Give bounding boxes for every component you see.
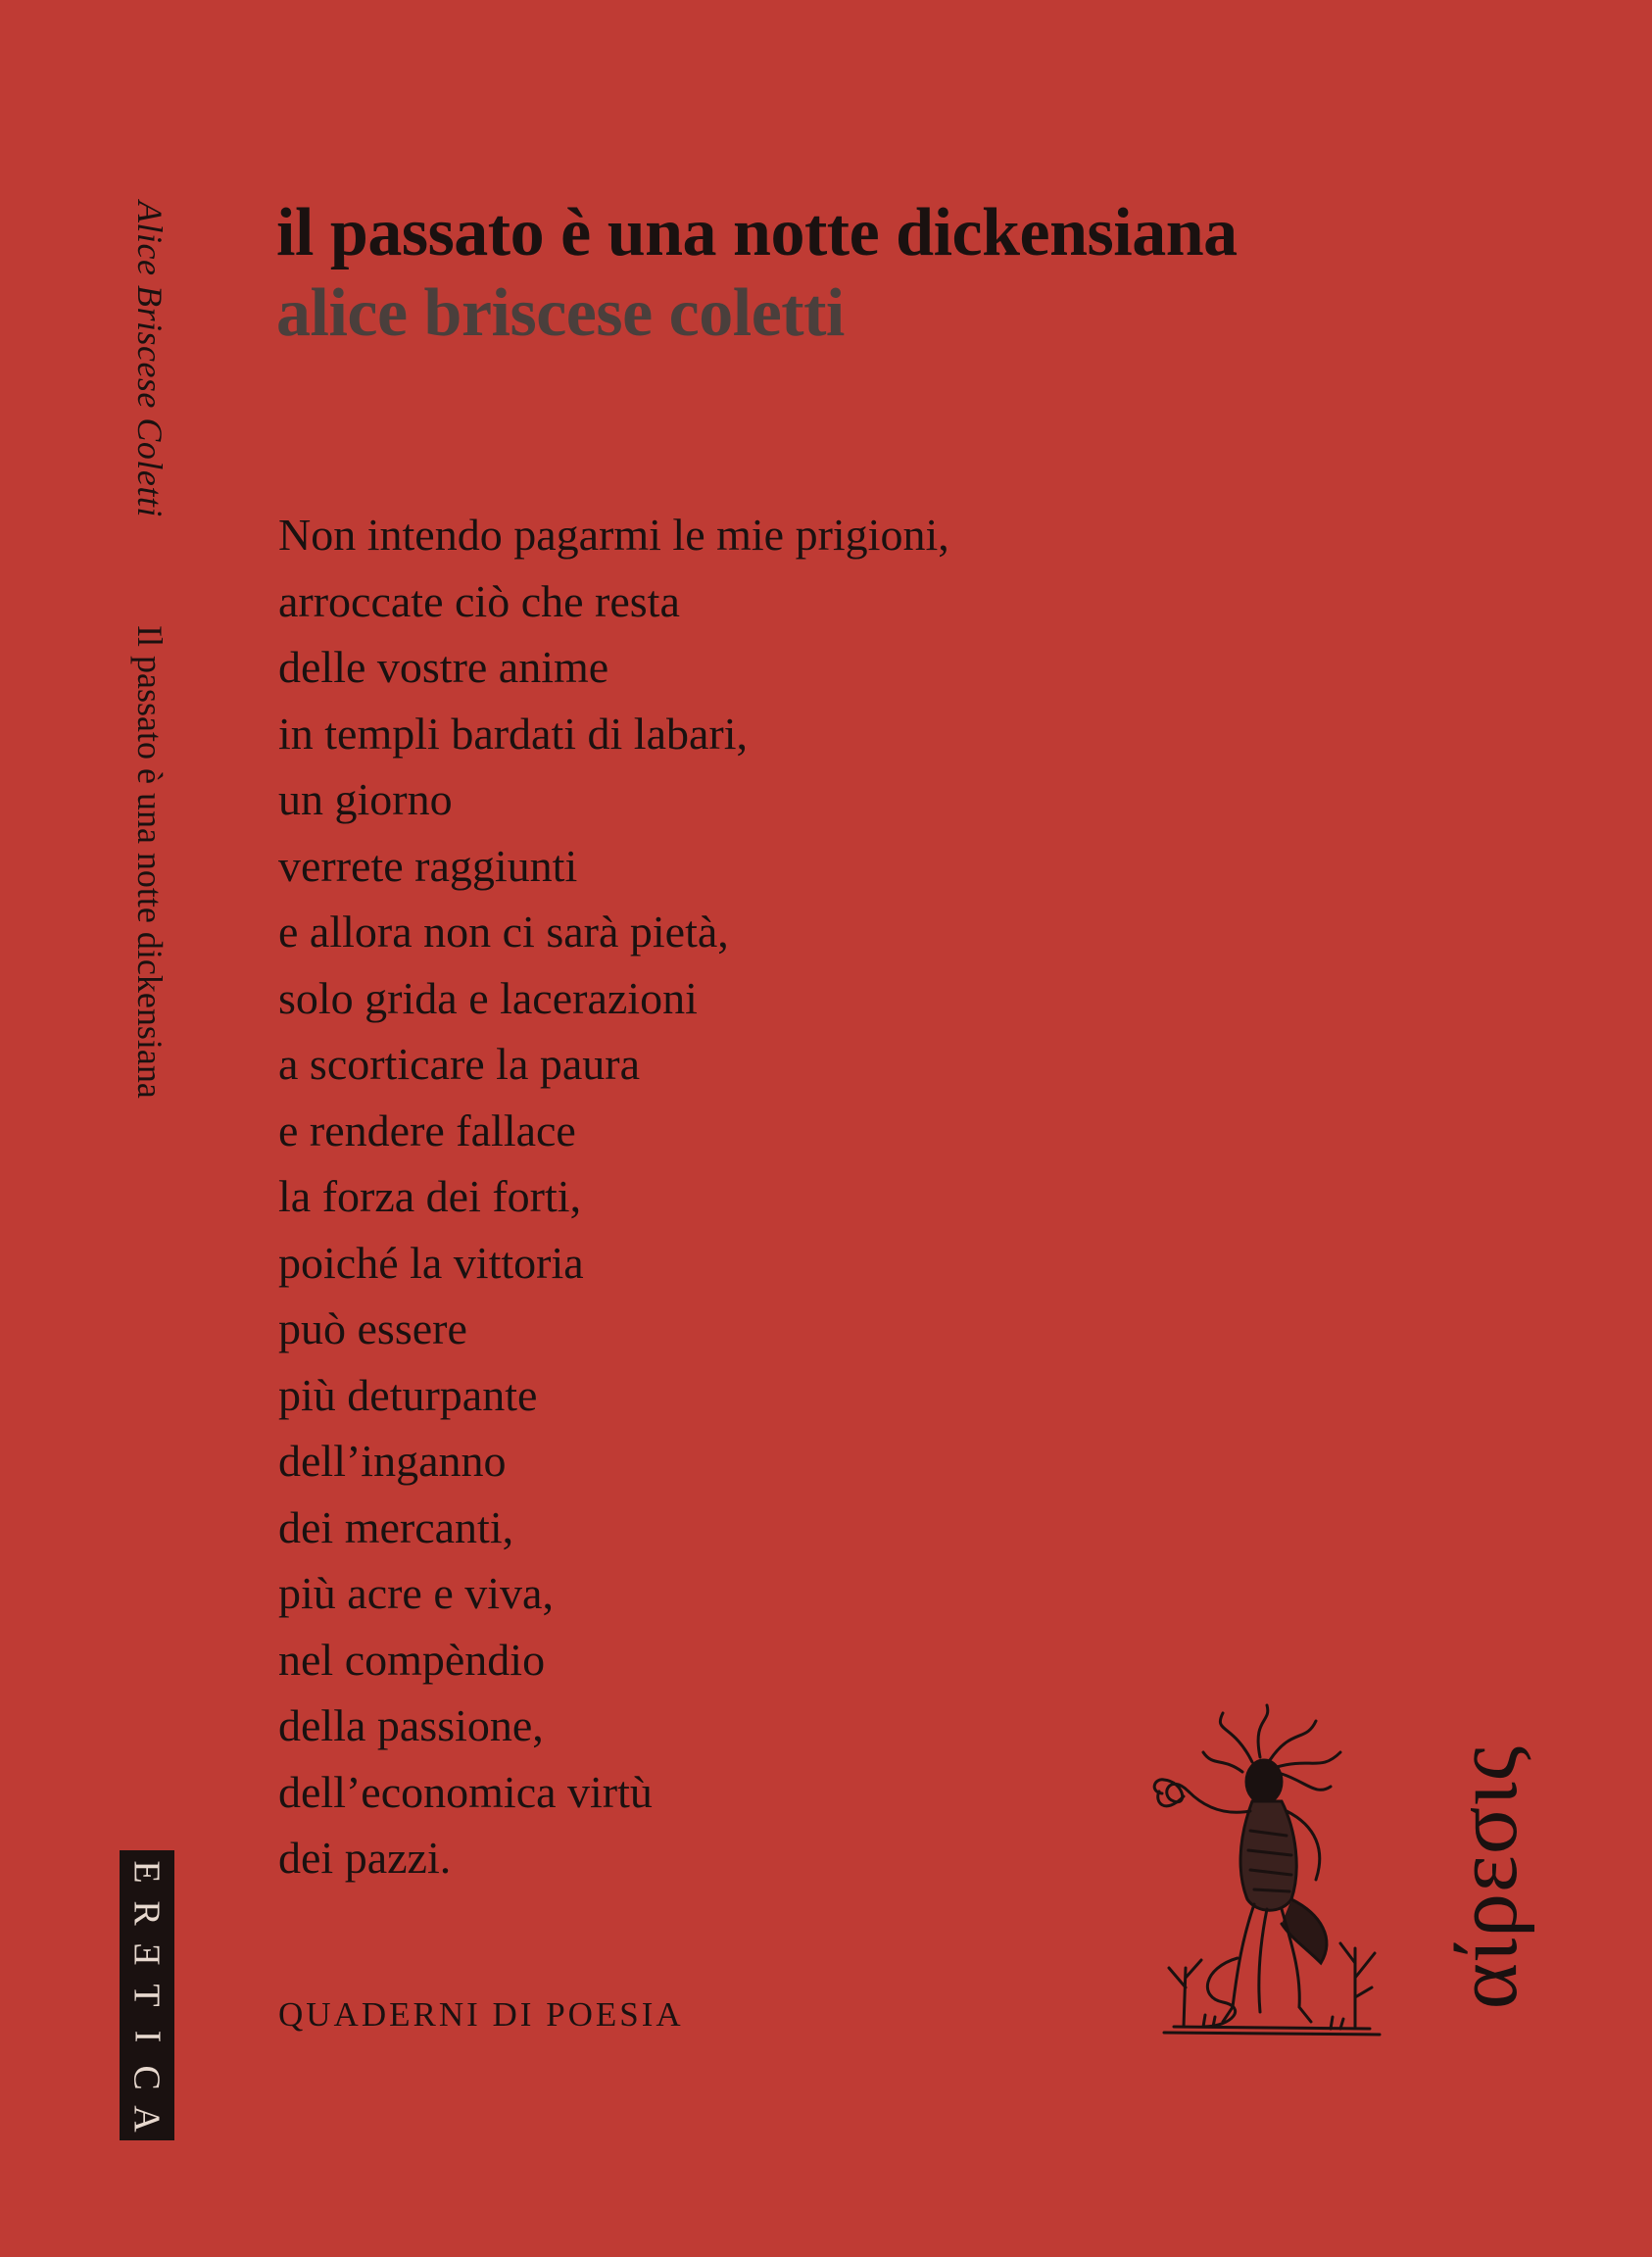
- poem-line: più deturpante: [278, 1369, 538, 1420]
- poem-line: dei pazzi.: [278, 1833, 452, 1883]
- poem-line: dell’inganno: [278, 1436, 507, 1486]
- spine-logo-letter: Ǝ: [126, 1942, 168, 1966]
- spine-logo-letter: I: [126, 2030, 168, 2043]
- poem-line: dell’economica virtù: [278, 1766, 653, 1817]
- poem-line: a scorticare la paura: [278, 1039, 641, 1089]
- poem-line: delle vostre anime: [278, 642, 609, 692]
- spine-publisher-logo: [120, 1850, 174, 2140]
- poem-line: della passione,: [278, 1700, 544, 1750]
- poem-line: nel compèndio: [278, 1634, 546, 1685]
- poem-line: arroccate ciò che resta: [278, 575, 680, 626]
- book-title: il passato è una notte dickensiana: [276, 195, 1238, 270]
- poem-line: solo grida e lacerazioni: [278, 972, 698, 1023]
- spine-logo-letter: R: [125, 1900, 168, 1926]
- spine-logo-letter: A: [125, 2105, 168, 2133]
- series-name: QUADERNI DI POESIA: [278, 1995, 684, 2034]
- poem-line: poiché la vittoria: [278, 1237, 584, 1288]
- spine-logo-letter: T: [126, 1984, 168, 2007]
- poem-line: in templi bardati di labari,: [278, 708, 749, 759]
- spine-logo-letter: E: [126, 1860, 168, 1884]
- poem-line: può essere: [278, 1303, 467, 1353]
- poem-line: e rendere fallace: [278, 1104, 576, 1155]
- publisher-logo: [1419, 1705, 1556, 2048]
- poem-line: più acre e viva,: [278, 1568, 554, 1618]
- publisher-logo-text: αίρεσις: [1438, 1744, 1536, 2009]
- book-author: alice briscese coletti: [276, 275, 845, 351]
- spine-author: Alice Briscese Coletti: [130, 201, 170, 517]
- poem-line: Non intendo pagarmi le mie prigioni,: [278, 510, 949, 560]
- poem-line: e allora non ci sarà pietà,: [278, 907, 729, 957]
- poem: [278, 502, 1160, 1891]
- poem-line: verrete raggiunti: [278, 840, 578, 891]
- engraved-figure-icon: [1144, 1703, 1399, 2046]
- spine-title: Il passato è una notte dickensiana: [130, 625, 170, 1099]
- poem-line: dei mercanti,: [278, 1501, 514, 1552]
- poem-line: la forza dei forti,: [278, 1171, 582, 1221]
- poem-line: un giorno: [278, 774, 453, 824]
- spine-logo-letter: C: [125, 2065, 168, 2090]
